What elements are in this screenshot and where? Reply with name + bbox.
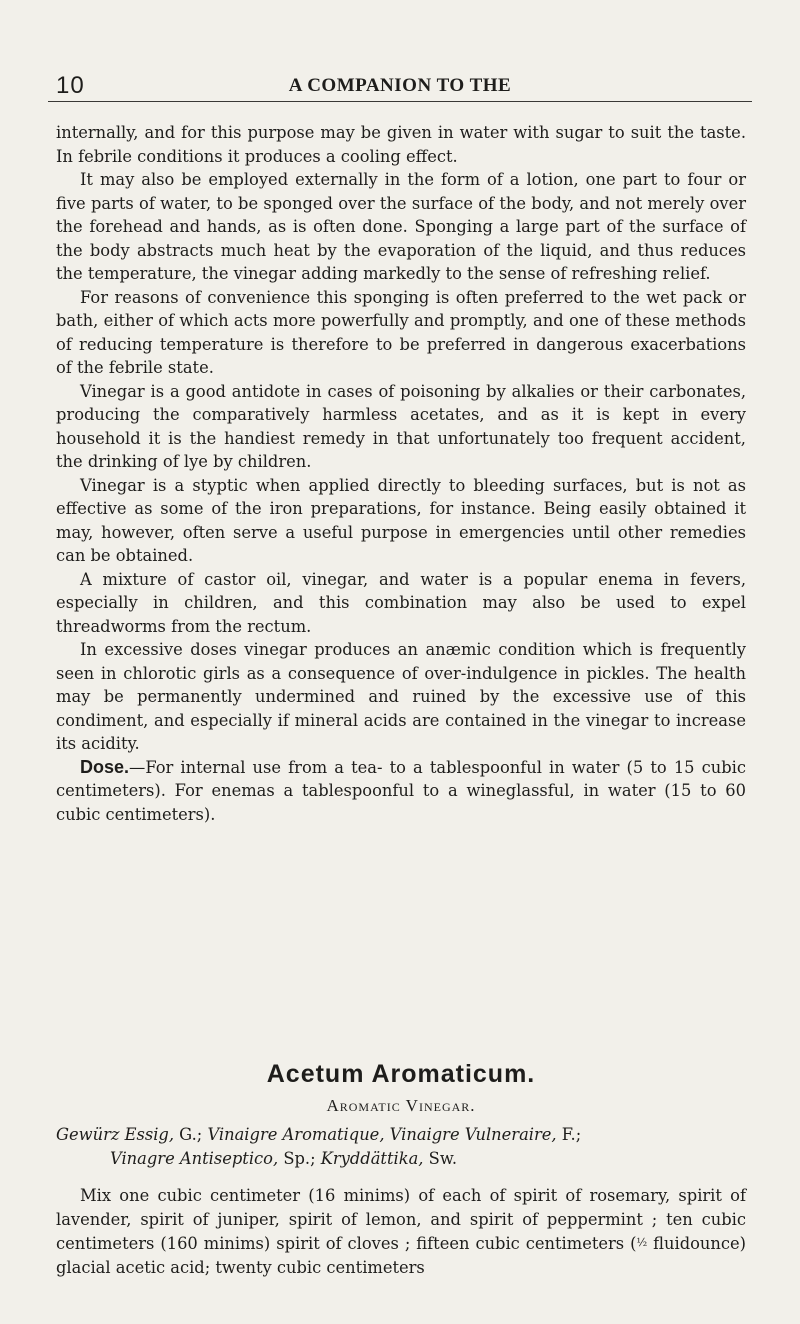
recipe-fraction: ½ [636, 1236, 648, 1249]
header-rule [48, 101, 752, 102]
synonym-name: Vinaigre Aromatique, Vinaigre Vulneraire, [207, 1125, 557, 1144]
paragraph: Vinegar is a styptic when applied directly to bleeding surfaces, but is not as effective as some of the iron preparations, for instance. Being easily obtained it may, however, often serve a useful purpose in emergencies until other remedies can be obtained. [56, 475, 746, 565]
synonym-name: Kryddättika, [320, 1148, 424, 1168]
dose-text: —For internal use from a tea- to a tablespoonful in water (5 to 15 cubic centimeters). For enemas a tablespoonful to a wineglassful, in water (15 to 60 cubic centimeters). [56, 757, 746, 824]
paragraph: For reasons of convenience this sponging is often preferred to the wet pack or bath, either of which acts more powerfully and promptly, and one of these methods of reducing temperature is therefore to be preferred in dangerous exacerbations of the febrile state. [56, 287, 746, 377]
synonym-language: G.; [174, 1125, 208, 1144]
recipe-paragraph [56, 1184, 746, 1279]
paragraph: internally, and for this purpose may be given in water with sugar to suit the taste. In febrile conditions it produces a cooling effect. [56, 123, 746, 166]
recipe-text: Mix one cubic centimeter (16 minims) of each of spirit of rosemary, spirit of lavender, spirit of juniper, spirit of lemon, and spirit of peppermint ; ten cubic centimeters (160 minims) spirit of cloves ; fifteen cubic centimeters ( [56, 1186, 746, 1253]
paragraph: A mixture of castor oil, vinegar, and water is a popular enema in fevers, especially in children, and this combination may also be used to expel threadworms from the rectum. [56, 569, 746, 636]
synonyms-line [56, 1147, 746, 1171]
synonym-language: F.; [556, 1125, 582, 1144]
synonym-name: Vinagre Antiseptico, [110, 1148, 279, 1168]
running-title: A COMPANION TO THE [288, 75, 512, 96]
paragraph: Vinegar is a good antidote in cases of poisoning by alkalies or their carbonates, producing the comparatively harmless acetates, and as it is kept in every household it is the handiest remedy in that unfortunately too frequent accident, the drinking of lye by children. [56, 381, 746, 471]
synonym-name: Gewürz Essig, [56, 1125, 174, 1144]
recipe [56, 1184, 746, 1279]
paragraph: It may also be employed externally in the form of a lotion, one part to four or five parts of water, to be sponged over the surface of the body, and not merely over the forehead and hands, as is often done. Sponging a large part of the surface of the body abstracts much heat by the evaporation of the liquid, and thus reduces the temperature, the vinegar adding markedly to the sense of refreshing relief. [56, 170, 746, 283]
section-title: Acetum Aromaticum. [266, 1060, 536, 1088]
paragraph: In excessive doses vinegar produces an anæmic condition which is frequently seen in chlorotic girls as a consequence of over-indulgence in pickles. The health may be permanently undermined and ruined by the excessive use of this condiment, and especially if mineral acids are contained in the vinegar to increase its acidity. [56, 640, 746, 753]
page-header [48, 72, 752, 102]
dose-paragraph [56, 756, 746, 827]
synonym-language: Sp.; [278, 1148, 321, 1168]
body-text [56, 121, 746, 826]
page-number: 10 [56, 72, 85, 99]
synonyms [56, 1123, 746, 1170]
synonym-language: Sw. [423, 1148, 457, 1168]
synonyms-line [56, 1123, 746, 1147]
dose-label: Dose. [80, 756, 130, 777]
section-subtitle: Aromatic Vinegar. [326, 1096, 476, 1115]
recipe-text: fluidounce) glacial acetic acid; twenty cubic centimeters [56, 1234, 747, 1277]
